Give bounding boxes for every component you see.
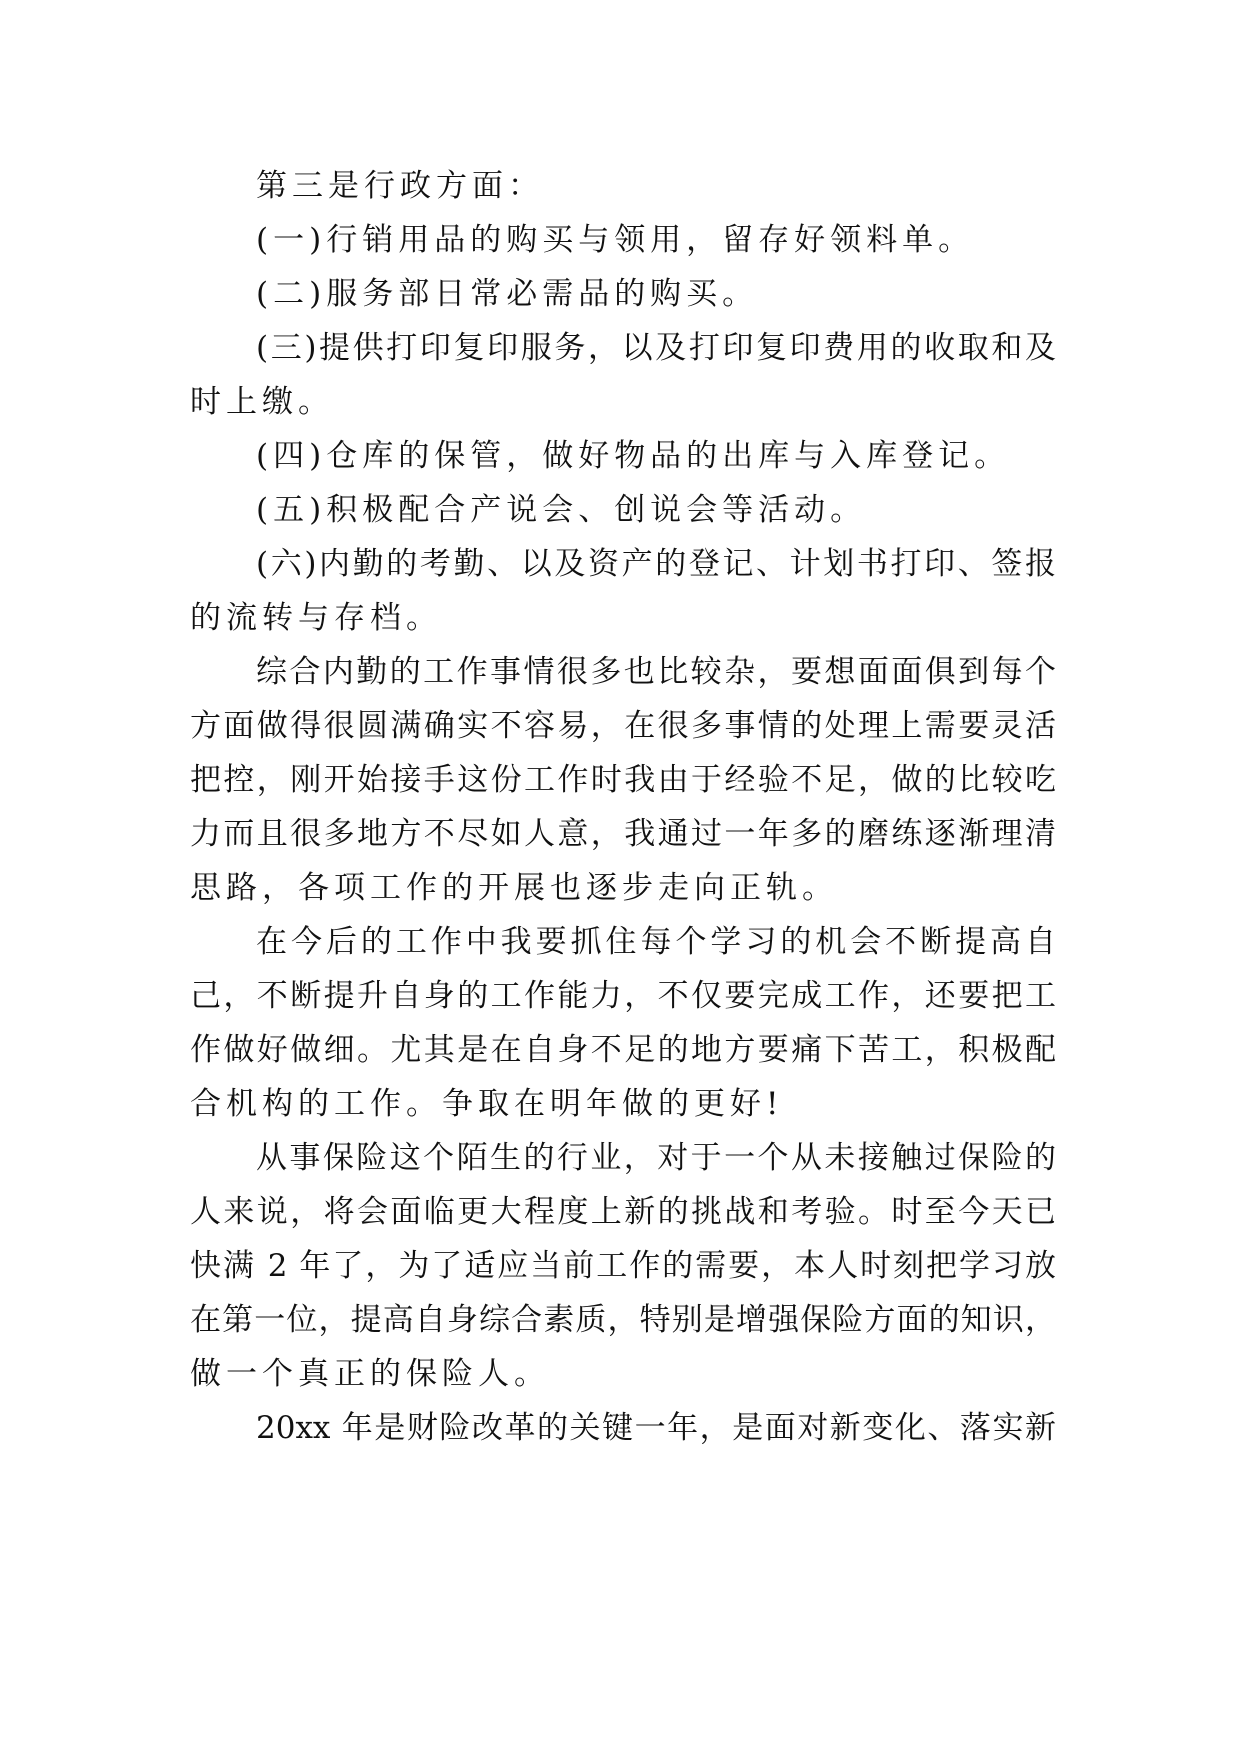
paragraph-line: 在第一位，提高自身综合素质，特别是增强保险方面的知识， — [190, 1302, 1056, 1338]
paragraph-line: 快满 2 年了，为了适应当前工作的需要，本人时刻把学习放 — [190, 1248, 1056, 1284]
paragraph-line: 在今后的工作中我要抓住每个学习的机会不断提高自 — [256, 924, 1056, 960]
paragraph-line: 己，不断提升自身的工作能力，不仅要完成工作，还要把工 — [190, 978, 1056, 1014]
paragraph-line: 合机构的工作。争取在明年做的更好! — [190, 1086, 784, 1122]
paragraph-line: 做一个真正的保险人。 — [190, 1356, 550, 1392]
paragraph-line: 20xx 年是财险改革的关键一年，是面对新变化、落实新 — [256, 1410, 1056, 1446]
paragraph-line: 思路，各项工作的开展也逐步走向正轨。 — [190, 870, 838, 906]
text-line: 时上缴。 — [190, 384, 334, 420]
paragraph-line: 作做好做细。尤其是在自身不足的地方要痛下苦工，积极配 — [190, 1032, 1056, 1068]
paragraph-line: 方面做得很圆满确实不容易，在很多事情的处理上需要灵活 — [190, 708, 1056, 744]
text-line: 第三是行政方面： — [256, 168, 544, 204]
list-item: (五)积极配合产说会、创说会等活动。 — [256, 492, 867, 528]
list-item: (三)提供打印复印服务，以及打印复印费用的收取和及 — [256, 330, 1056, 366]
list-item: (六)内勤的考勤、以及资产的登记、计划书打印、签报 — [256, 546, 1056, 582]
list-item: (一)行销用品的购买与领用，留存好领料单。 — [256, 222, 975, 258]
list-item: (四)仓库的保管，做好物品的出库与入库登记。 — [256, 438, 1011, 474]
text-line: 的流转与存档。 — [190, 600, 442, 636]
paragraph-line: 把控，刚开始接手这份工作时我由于经验不足，做的比较吃 — [190, 762, 1056, 798]
paragraph-line: 从事保险这个陌生的行业，对于一个从未接触过保险的 — [256, 1140, 1056, 1176]
paragraph-line: 力而且很多地方不尽如人意，我通过一年多的磨练逐渐理清 — [190, 816, 1056, 852]
paragraph-line: 人来说，将会面临更大程度上新的挑战和考验。时至今天已 — [190, 1194, 1056, 1230]
paragraph-line: 综合内勤的工作事情很多也比较杂，要想面面俱到每个 — [256, 654, 1056, 690]
list-item: (二)服务部日常必需品的购买。 — [256, 276, 759, 312]
